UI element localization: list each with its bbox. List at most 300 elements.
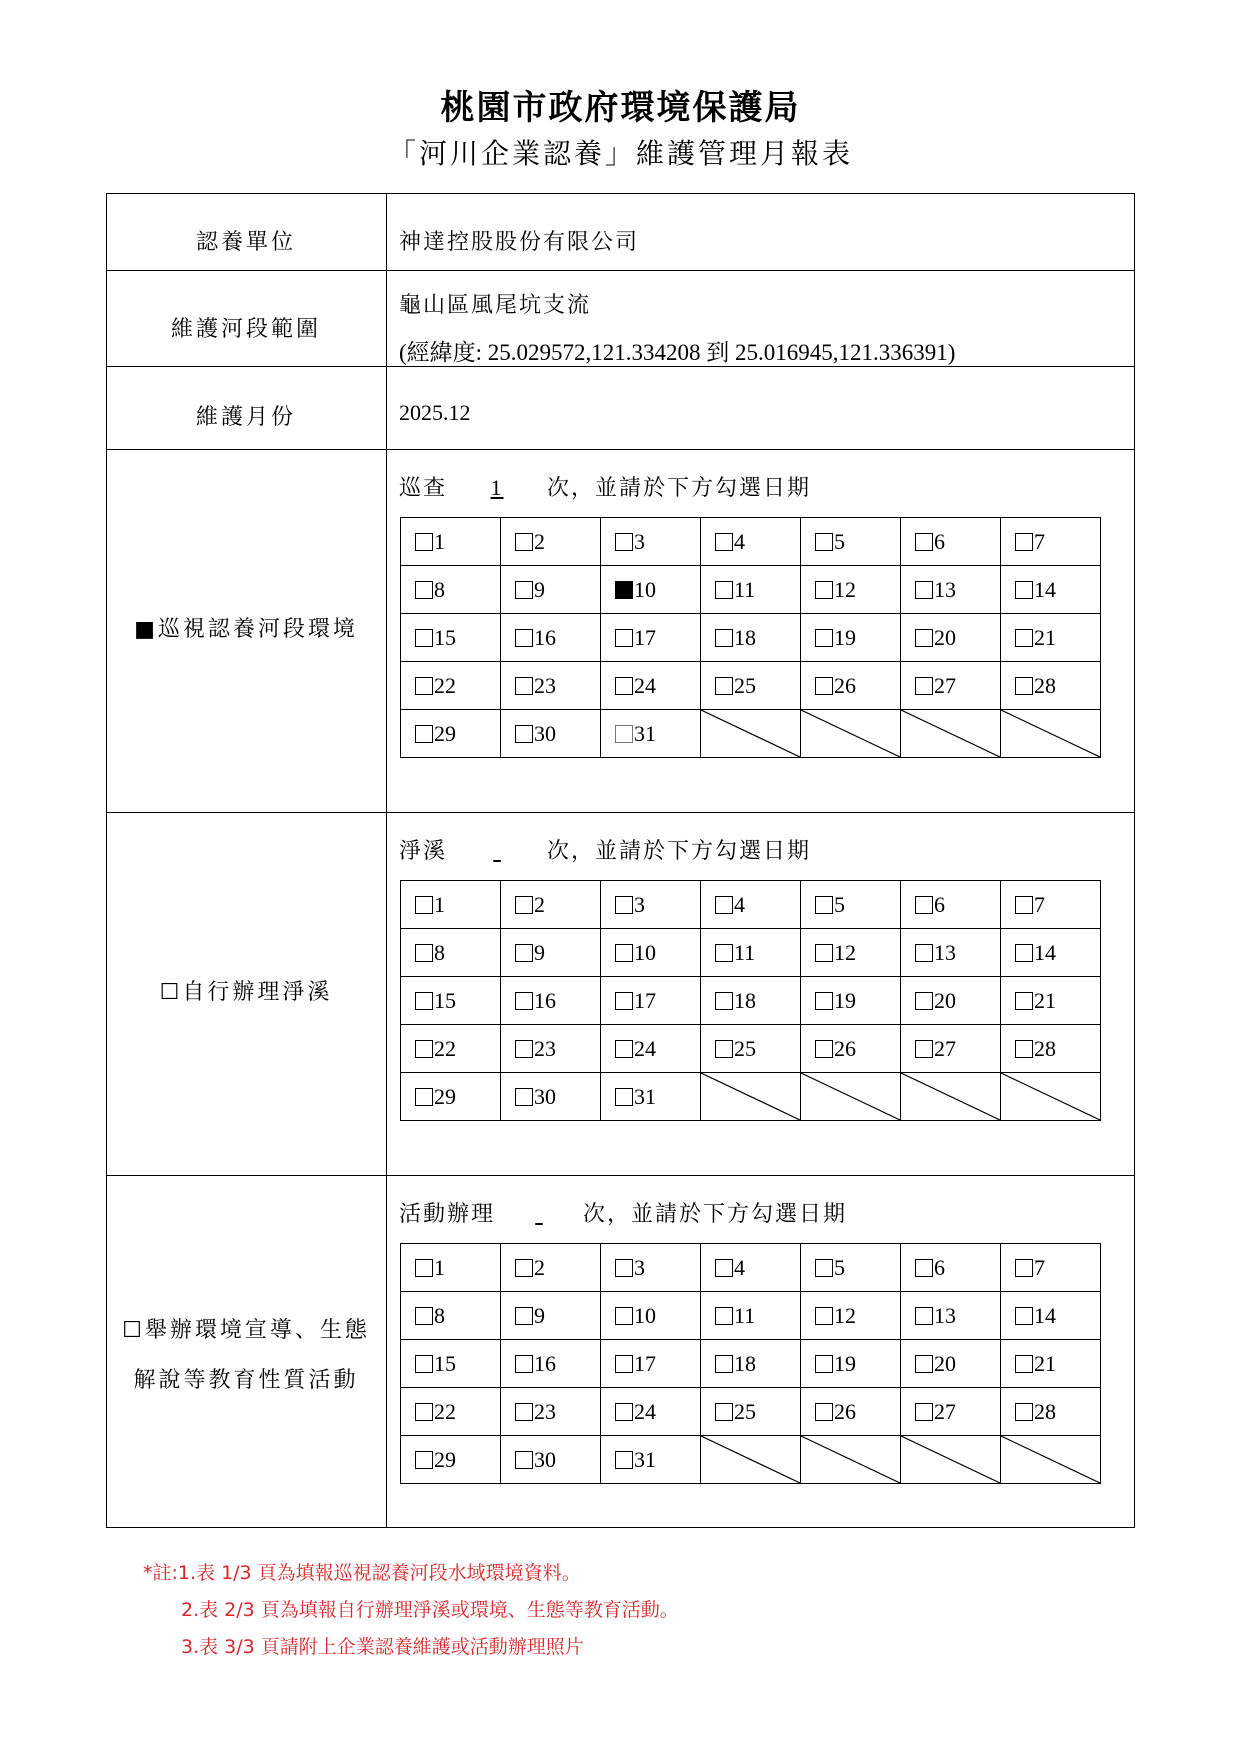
date-number: 15: [434, 1350, 456, 1376]
checkbox-empty-icon[interactable]: [515, 629, 533, 647]
date-number: 31: [634, 720, 656, 746]
date-cell[interactable]: [601, 1340, 701, 1388]
checkbox-empty-icon[interactable]: [1015, 896, 1033, 914]
section-2-date-grid: [400, 880, 1101, 1121]
date-number: 16: [534, 1350, 556, 1376]
checkbox-empty-icon[interactable]: [615, 533, 633, 551]
month-value: 2025.12: [399, 400, 471, 425]
count-input[interactable]: 1: [490, 475, 504, 500]
date-number: 18: [734, 1350, 756, 1376]
date-cell[interactable]: [801, 1025, 901, 1073]
checkbox-empty-icon[interactable]: [1015, 1040, 1033, 1058]
date-cell[interactable]: [701, 1244, 801, 1292]
checkbox-empty-icon[interactable]: [615, 629, 633, 647]
section-label-line: 自行辦理淨溪: [182, 980, 333, 1005]
checkbox-empty-icon[interactable]: [1015, 1355, 1033, 1373]
date-number: 9: [534, 939, 545, 965]
checkbox-empty-icon[interactable]: [1015, 533, 1033, 551]
date-cell[interactable]: [501, 929, 601, 977]
checkbox-empty-icon[interactable]: [415, 896, 433, 914]
checkbox-empty-icon[interactable]: [415, 1355, 433, 1373]
checkbox-empty-icon[interactable]: [615, 677, 633, 695]
column-divider: [386, 193, 387, 1528]
checkbox-empty-icon[interactable]: [915, 992, 933, 1010]
date-number: 24: [634, 1035, 656, 1061]
date-number: 7: [1034, 1254, 1045, 1280]
checkbox-empty-icon[interactable]: [815, 992, 833, 1010]
date-cell[interactable]: [401, 881, 501, 929]
date-cell[interactable]: [901, 977, 1001, 1025]
date-cell[interactable]: [1001, 1292, 1101, 1340]
checkbox-empty-icon[interactable]: [515, 1403, 533, 1421]
checkbox-empty-icon[interactable]: [615, 992, 633, 1010]
date-cell[interactable]: [801, 1340, 901, 1388]
date-cell[interactable]: [401, 1340, 501, 1388]
date-number: 12: [834, 1302, 856, 1328]
date-cell[interactable]: [501, 1388, 601, 1436]
date-number: 29: [434, 720, 456, 746]
date-number: 29: [434, 1446, 456, 1472]
checkbox-empty-icon[interactable]: [515, 896, 533, 914]
date-cell[interactable]: [401, 518, 501, 566]
date-number: 3: [634, 528, 645, 554]
row-divider: [106, 812, 1135, 813]
date-cell[interactable]: [601, 518, 701, 566]
checkbox-empty-icon[interactable]: [715, 533, 733, 551]
date-cell[interactable]: [601, 1388, 701, 1436]
date-cell[interactable]: [901, 614, 1001, 662]
checkbox-empty-icon[interactable]: [815, 677, 833, 695]
date-number: 13: [934, 939, 956, 965]
checkbox-empty-icon[interactable]: [1015, 581, 1033, 599]
section-label-line: 舉辦環境宣導、生態: [144, 1318, 370, 1343]
date-cell[interactable]: [901, 929, 1001, 977]
empty-cell: [901, 1436, 1001, 1484]
date-number: 30: [534, 1446, 556, 1472]
date-cell[interactable]: [701, 929, 801, 977]
checkbox-empty-icon[interactable]: [515, 1451, 533, 1469]
date-number: 4: [734, 1254, 745, 1280]
date-cell[interactable]: [801, 614, 901, 662]
date-number: 9: [534, 576, 545, 602]
date-number: 21: [1034, 624, 1056, 650]
diagonal-slash: [801, 1436, 900, 1483]
checkbox-empty-icon[interactable]: [515, 1307, 533, 1325]
checkbox-empty-icon[interactable]: [815, 1040, 833, 1058]
date-cell[interactable]: [601, 1292, 701, 1340]
checkbox-checked-icon[interactable]: [615, 581, 633, 599]
checkbox-empty-icon[interactable]: [1015, 629, 1033, 647]
checkbox-empty-icon[interactable]: [615, 1259, 633, 1277]
checkbox-empty-icon[interactable]: [415, 1403, 433, 1421]
checkbox-empty-icon[interactable]: [615, 944, 633, 962]
date-cell[interactable]: [501, 1244, 601, 1292]
checkbox-empty-icon[interactable]: [415, 1451, 433, 1469]
count-prefix: 巡查: [399, 476, 448, 501]
date-cell[interactable]: [701, 518, 801, 566]
date-cell[interactable]: [701, 881, 801, 929]
date-number: 17: [634, 1350, 656, 1376]
date-cell[interactable]: [501, 1340, 601, 1388]
checkbox-empty-icon[interactable]: [415, 944, 433, 962]
checkbox-empty-icon[interactable]: [515, 992, 533, 1010]
date-cell[interactable]: [601, 1073, 701, 1121]
date-cell[interactable]: [1001, 881, 1101, 929]
date-cell[interactable]: [801, 1388, 901, 1436]
date-cell[interactable]: [1001, 1388, 1101, 1436]
date-cell[interactable]: [701, 566, 801, 614]
adopter-label: 認養單位: [195, 230, 296, 255]
checkbox-empty-icon[interactable]: [615, 725, 633, 743]
date-number: 27: [934, 672, 956, 698]
adopter-value: 神達控股股份有限公司: [399, 230, 640, 255]
checkbox-empty-icon[interactable]: [1015, 1259, 1033, 1277]
date-number: 1: [434, 528, 445, 554]
checkbox-empty-icon[interactable]: [915, 581, 933, 599]
diagonal-slash: [801, 1073, 900, 1120]
checkbox-empty-icon[interactable]: [415, 1088, 433, 1106]
checkbox-empty-icon[interactable]: [915, 896, 933, 914]
date-cell[interactable]: [801, 662, 901, 710]
checkbox-empty-icon[interactable]: [915, 629, 933, 647]
date-cell[interactable]: [601, 614, 701, 662]
date-number: 27: [934, 1398, 956, 1424]
date-number: 4: [734, 891, 745, 917]
checkbox-empty-icon[interactable]: [515, 1355, 533, 1373]
count-input[interactable]: [495, 1201, 583, 1227]
date-cell[interactable]: [701, 977, 801, 1025]
checkbox-empty-icon[interactable]: [515, 1088, 533, 1106]
date-cell[interactable]: [401, 566, 501, 614]
date-number: 25: [734, 1398, 756, 1424]
date-cell[interactable]: [501, 614, 601, 662]
diagonal-slash: [701, 1436, 800, 1483]
page-subtitle: 「河川企業認養」維護管理月報表: [387, 137, 853, 170]
date-cell[interactable]: [601, 977, 701, 1025]
date-cell[interactable]: [601, 1025, 701, 1073]
checkbox-empty-icon[interactable]: [815, 581, 833, 599]
date-cell[interactable]: [701, 1388, 801, 1436]
date-cell[interactable]: [801, 566, 901, 614]
checkbox-empty-icon[interactable]: [415, 1040, 433, 1058]
checkbox-empty-icon[interactable]: [815, 1355, 833, 1373]
checkbox-empty-icon[interactable]: ☐: [159, 980, 183, 1005]
date-number: 28: [1034, 672, 1056, 698]
date-number: 19: [834, 624, 856, 650]
checkbox-empty-icon[interactable]: [815, 1259, 833, 1277]
date-cell[interactable]: [601, 1244, 701, 1292]
checkbox-empty-icon[interactable]: [715, 896, 733, 914]
date-number: 8: [434, 1302, 445, 1328]
date-number: 28: [1034, 1035, 1056, 1061]
checkbox-empty-icon[interactable]: [415, 677, 433, 695]
section-3-date-grid: [400, 1243, 1101, 1484]
checkbox-empty-icon[interactable]: [615, 1307, 633, 1325]
checkbox-empty-icon[interactable]: [515, 944, 533, 962]
date-number: 30: [534, 1083, 556, 1109]
checkbox-empty-icon[interactable]: [515, 581, 533, 599]
checkbox-empty-icon[interactable]: [915, 533, 933, 551]
date-cell[interactable]: [501, 662, 601, 710]
checkbox-empty-icon[interactable]: [1015, 1403, 1033, 1421]
empty-cell: [901, 1073, 1001, 1121]
date-cell[interactable]: [601, 710, 701, 758]
date-cell[interactable]: [901, 518, 1001, 566]
date-number: 6: [934, 891, 945, 917]
date-number: 26: [834, 672, 856, 698]
date-cell[interactable]: [501, 710, 601, 758]
date-cell[interactable]: [901, 1388, 1001, 1436]
date-cell[interactable]: [901, 1244, 1001, 1292]
date-number: 19: [834, 987, 856, 1013]
date-number: 2: [534, 528, 545, 554]
checkbox-empty-icon[interactable]: [815, 944, 833, 962]
row-divider: [106, 1175, 1135, 1176]
checkbox-empty-icon[interactable]: [715, 581, 733, 599]
date-cell[interactable]: [801, 977, 901, 1025]
date-number: 31: [634, 1083, 656, 1109]
date-cell[interactable]: [701, 614, 801, 662]
section-1-date-grid: [400, 517, 1101, 758]
date-number: 10: [634, 939, 656, 965]
checkbox-empty-icon[interactable]: [515, 725, 533, 743]
date-cell[interactable]: [701, 662, 801, 710]
date-cell[interactable]: [401, 1025, 501, 1073]
date-cell[interactable]: [801, 518, 901, 566]
empty-cell: [801, 1436, 901, 1484]
checkbox-empty-icon[interactable]: [715, 1355, 733, 1373]
checkbox-empty-icon[interactable]: [615, 896, 633, 914]
date-number: 8: [434, 576, 445, 602]
date-number: 12: [834, 576, 856, 602]
footnote-1: *註:1.表 1/3 頁為填報巡視認養河段水域環境資料。: [143, 1562, 581, 1584]
checkbox-empty-icon[interactable]: [915, 1403, 933, 1421]
checkbox-empty-icon[interactable]: [1015, 992, 1033, 1010]
checkbox-empty-icon[interactable]: [615, 1403, 633, 1421]
checkbox-empty-icon[interactable]: [715, 1403, 733, 1421]
count-prefix: 活動辦理: [399, 1202, 496, 1227]
checkbox-empty-icon[interactable]: [515, 1040, 533, 1058]
date-cell[interactable]: [401, 1436, 501, 1484]
date-cell[interactable]: [901, 1025, 1001, 1073]
section-3-label: [106, 1306, 386, 1406]
date-cell[interactable]: [401, 977, 501, 1025]
date-number: 17: [634, 987, 656, 1013]
date-number: 12: [834, 939, 856, 965]
checkbox-empty-icon[interactable]: [915, 1307, 933, 1325]
date-cell[interactable]: [401, 614, 501, 662]
date-cell[interactable]: [401, 1292, 501, 1340]
date-number: 30: [534, 720, 556, 746]
count-suffix: 次，並請於下方勾選日期: [547, 476, 812, 501]
footnote-3: 3.表 3/3 頁請附上企業認養維護或活動辦理照片: [181, 1636, 584, 1658]
checkbox-empty-icon[interactable]: [415, 581, 433, 599]
checkbox-empty-icon[interactable]: [1015, 944, 1033, 962]
date-cell[interactable]: [901, 662, 1001, 710]
date-number: 16: [534, 624, 556, 650]
date-cell[interactable]: [501, 518, 601, 566]
empty-cell: [801, 1073, 901, 1121]
checkbox-empty-icon[interactable]: [815, 629, 833, 647]
date-cell[interactable]: [701, 1025, 801, 1073]
date-cell[interactable]: [601, 881, 701, 929]
checkbox-empty-icon[interactable]: [915, 1040, 933, 1058]
date-number: 26: [834, 1398, 856, 1424]
date-cell[interactable]: [1001, 929, 1101, 977]
date-number: 29: [434, 1083, 456, 1109]
section-label-line: 解說等教育性質活動: [133, 1368, 359, 1393]
diagonal-slash: [1001, 1436, 1100, 1483]
month-label: 維護月份: [195, 405, 296, 430]
date-cell[interactable]: [901, 881, 1001, 929]
date-number: 16: [534, 987, 556, 1013]
date-cell[interactable]: [401, 710, 501, 758]
checkbox-empty-icon[interactable]: [715, 944, 733, 962]
checkbox-empty-icon[interactable]: [815, 533, 833, 551]
date-number: 4: [734, 528, 745, 554]
checkbox-empty-icon[interactable]: [415, 629, 433, 647]
date-cell[interactable]: [601, 1436, 701, 1484]
checkbox-empty-icon[interactable]: [1015, 1307, 1033, 1325]
checkbox-empty-icon[interactable]: [515, 533, 533, 551]
date-number: 3: [634, 891, 645, 917]
date-number: 3: [634, 1254, 645, 1280]
date-cell[interactable]: [1001, 518, 1101, 566]
date-cell[interactable]: [501, 1436, 601, 1484]
checkbox-empty-icon[interactable]: [915, 1259, 933, 1277]
date-cell[interactable]: [401, 1388, 501, 1436]
checkbox-empty-icon[interactable]: [1015, 677, 1033, 695]
date-cell[interactable]: [401, 1073, 501, 1121]
date-cell[interactable]: [401, 662, 501, 710]
date-number: 24: [634, 1398, 656, 1424]
checkbox-empty-icon[interactable]: [915, 944, 933, 962]
date-number: 1: [434, 1254, 445, 1280]
checkbox-empty-icon[interactable]: [715, 1040, 733, 1058]
checkbox-checked-icon[interactable]: ■: [134, 617, 158, 642]
date-cell[interactable]: [501, 1025, 601, 1073]
checkbox-empty-icon[interactable]: [415, 725, 433, 743]
date-cell[interactable]: [1001, 1025, 1101, 1073]
date-cell[interactable]: [1001, 566, 1101, 614]
diagonal-slash: [901, 1073, 1000, 1120]
date-number: 5: [834, 528, 845, 554]
date-cell[interactable]: [1001, 1244, 1101, 1292]
date-number: 13: [934, 1302, 956, 1328]
date-cell[interactable]: [501, 881, 601, 929]
count-suffix: 次，並請於下方勾選日期: [547, 839, 812, 864]
checkbox-empty-icon[interactable]: [915, 677, 933, 695]
date-cell[interactable]: [401, 1244, 501, 1292]
date-number: 23: [534, 1035, 556, 1061]
date-cell[interactable]: [601, 929, 701, 977]
checkbox-empty-icon[interactable]: ☐: [122, 1318, 145, 1343]
date-cell[interactable]: [801, 1292, 901, 1340]
date-cell[interactable]: [401, 929, 501, 977]
date-number: 28: [1034, 1398, 1056, 1424]
checkbox-empty-icon[interactable]: [415, 533, 433, 551]
diagonal-slash: [1001, 1073, 1100, 1120]
date-cell[interactable]: [1001, 662, 1101, 710]
date-number: 14: [1034, 1302, 1056, 1328]
date-cell[interactable]: [701, 1292, 801, 1340]
row-divider: [106, 270, 1135, 271]
section-range-name: 龜山區風尾坑支流: [399, 293, 592, 318]
checkbox-empty-icon[interactable]: [615, 1451, 633, 1469]
section-3-count-line: [399, 1197, 847, 1228]
date-cell[interactable]: [601, 662, 701, 710]
empty-cell: [1001, 1436, 1101, 1484]
page-title: 桃園市政府環境保護局: [440, 88, 801, 128]
checkbox-empty-icon[interactable]: [815, 896, 833, 914]
date-number: 10: [634, 1302, 656, 1328]
checkbox-empty-icon[interactable]: [915, 1355, 933, 1373]
checkbox-empty-icon[interactable]: [415, 992, 433, 1010]
date-number: 8: [434, 939, 445, 965]
empty-cell: [701, 710, 801, 758]
date-number: 2: [534, 1254, 545, 1280]
date-number: 22: [434, 1035, 456, 1061]
date-number: 20: [934, 624, 956, 650]
checkbox-empty-icon[interactable]: [715, 992, 733, 1010]
checkbox-empty-icon[interactable]: [715, 677, 733, 695]
date-cell[interactable]: [1001, 614, 1101, 662]
section-2-label: [106, 968, 386, 1018]
date-cell[interactable]: [601, 566, 701, 614]
date-cell[interactable]: [901, 566, 1001, 614]
date-cell[interactable]: [501, 977, 601, 1025]
checkbox-empty-icon[interactable]: [515, 677, 533, 695]
checkbox-empty-icon[interactable]: [715, 1307, 733, 1325]
date-number: 6: [934, 528, 945, 554]
date-cell[interactable]: [1001, 977, 1101, 1025]
date-number: 21: [1034, 987, 1056, 1013]
count-input[interactable]: [447, 838, 547, 864]
date-cell[interactable]: [501, 1073, 601, 1121]
date-cell[interactable]: [801, 881, 901, 929]
section-2-count-line: [399, 834, 811, 865]
checkbox-empty-icon[interactable]: [415, 1259, 433, 1277]
diagonal-slash: [901, 1436, 1000, 1483]
empty-cell: [701, 1073, 801, 1121]
date-cell[interactable]: [501, 566, 601, 614]
checkbox-empty-icon[interactable]: [815, 1403, 833, 1421]
footnote-2: 2.表 2/3 頁為填報自行辦理淨溪或環境、生態等教育活動。: [181, 1599, 679, 1621]
checkbox-empty-icon[interactable]: [515, 1259, 533, 1277]
date-cell[interactable]: [801, 929, 901, 977]
date-cell[interactable]: [501, 1292, 601, 1340]
checkbox-empty-icon[interactable]: [615, 1088, 633, 1106]
checkbox-empty-icon[interactable]: [815, 1307, 833, 1325]
checkbox-empty-icon[interactable]: [615, 1355, 633, 1373]
section-range-label: 維護河段範圍: [170, 317, 321, 342]
date-number: 5: [834, 891, 845, 917]
date-number: 5: [834, 1254, 845, 1280]
date-cell[interactable]: [901, 1292, 1001, 1340]
checkbox-empty-icon[interactable]: [715, 629, 733, 647]
date-cell[interactable]: [801, 1244, 901, 1292]
checkbox-empty-icon[interactable]: [615, 1040, 633, 1058]
date-number: 25: [734, 672, 756, 698]
checkbox-empty-icon[interactable]: [715, 1259, 733, 1277]
section-label-line: 巡視認養河段環境: [157, 617, 358, 642]
checkbox-empty-icon[interactable]: [415, 1307, 433, 1325]
empty-cell: [1001, 1073, 1101, 1121]
date-number: 1: [434, 891, 445, 917]
date-cell[interactable]: [901, 1340, 1001, 1388]
date-cell[interactable]: [1001, 1340, 1101, 1388]
date-cell[interactable]: [701, 1340, 801, 1388]
